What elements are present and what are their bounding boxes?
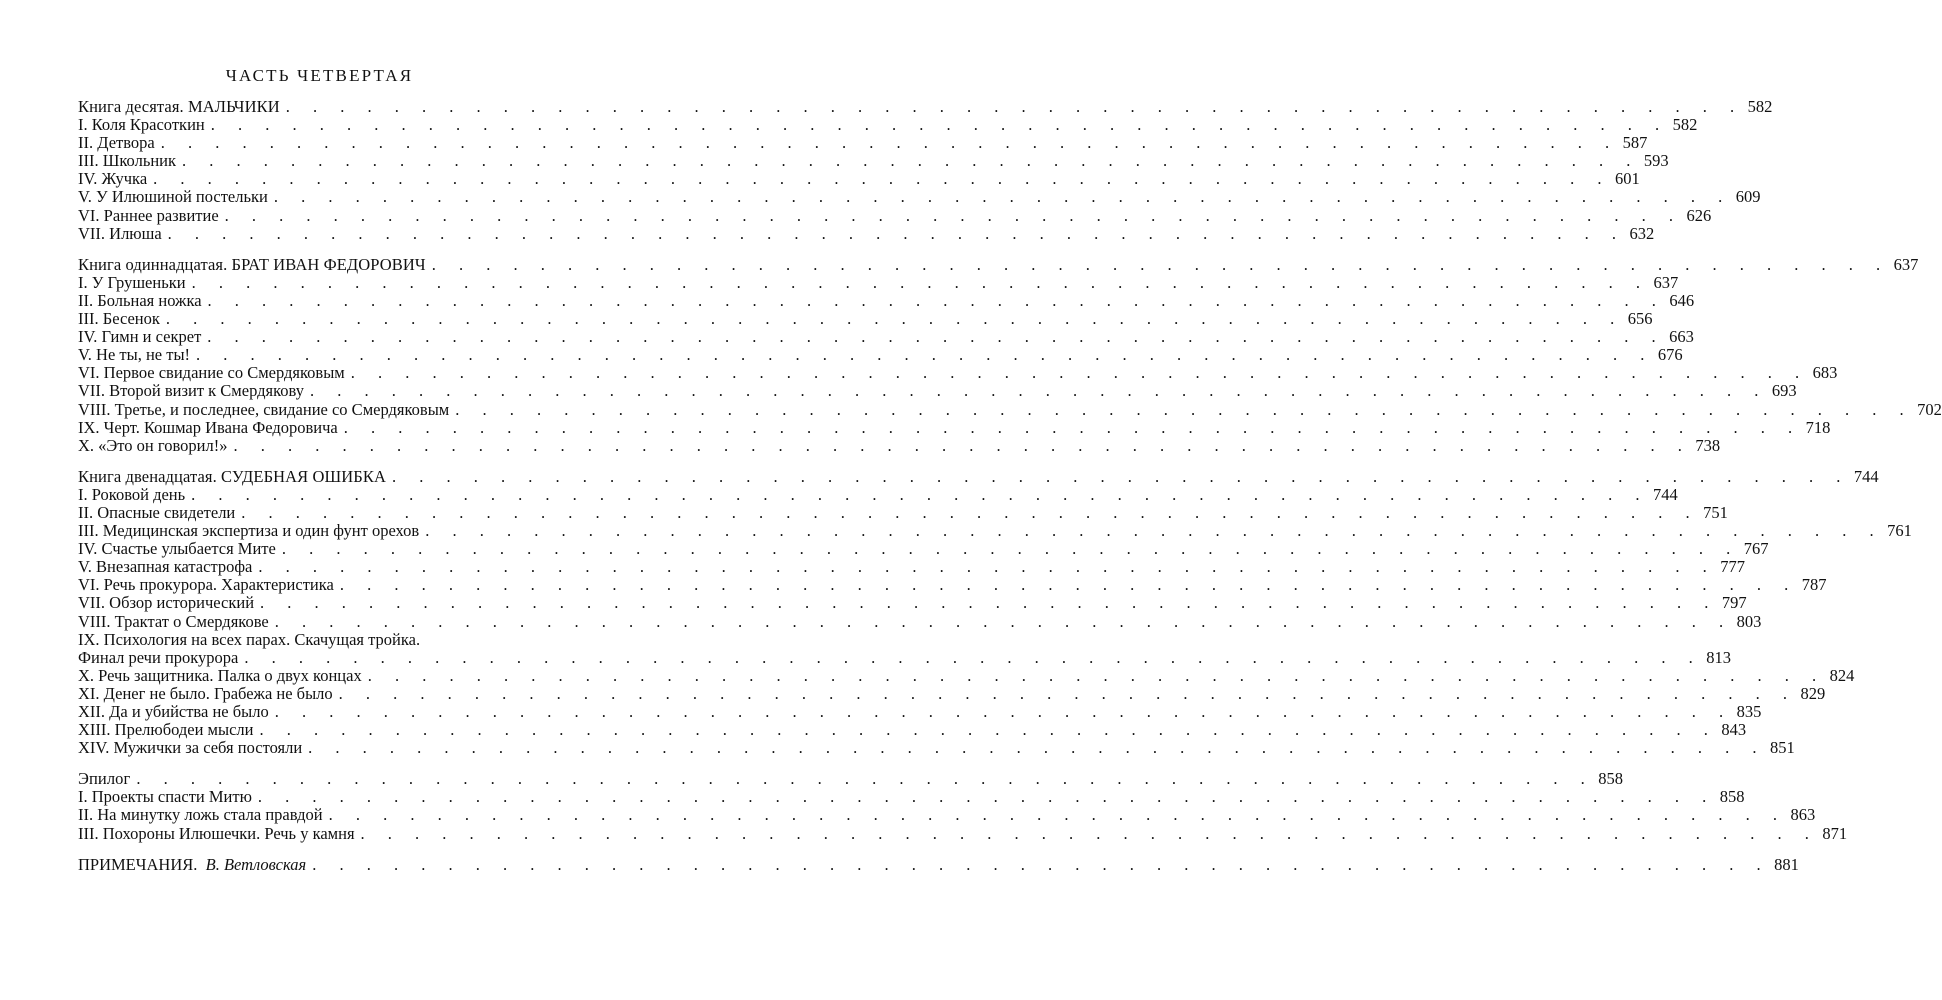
leader-dots (252, 558, 1716, 576)
leader-dots (304, 382, 1768, 400)
toc-entry-page: 858 (1719, 787, 1745, 807)
toc-entry-page: 751 (1703, 502, 1728, 522)
leader-dots (426, 256, 1890, 274)
toc-entry-title: XI. Денег не было. Грабежа не было (78, 683, 333, 703)
toc-entry-title: XIV. Мужички за себя постояли (78, 738, 303, 758)
toc-entry-page: 744 (1853, 466, 1879, 486)
leader-dots (306, 856, 1770, 874)
toc-entry-title: II. На минутку ложь стала правдой (78, 805, 323, 825)
toc-entry-title: II. Опасные свидетели (78, 502, 236, 522)
toc-entry-title: III. Медицинская экспертиза и один фунт орехов (78, 521, 420, 541)
leader-dots (147, 170, 1611, 188)
toc-entry-title: V. Внезапная катастрофа (78, 557, 253, 577)
toc-entry[interactable] (78, 823, 1848, 843)
toc-entry-page: 593 (1643, 151, 1669, 171)
toc-entry[interactable] (78, 290, 1695, 310)
toc-entry-page: 676 (1657, 345, 1683, 365)
toc-entry[interactable] (78, 133, 1648, 153)
toc-book-heading[interactable] (78, 769, 1624, 789)
toc-entry-page: 637 (1653, 272, 1679, 292)
toc-entry[interactable] (78, 738, 1795, 758)
toc-entry-page: 601 (1615, 169, 1640, 189)
toc-entry[interactable] (78, 272, 1679, 292)
toc-entry-page: 663 (1669, 327, 1694, 347)
leader-dots (253, 721, 1717, 739)
toc-entry-title (78, 856, 306, 874)
toc-entry-page: 843 (1721, 720, 1747, 740)
notes-author: В. Ветловская (205, 854, 307, 874)
toc-entry[interactable] (78, 502, 1728, 522)
toc-entry[interactable] (78, 345, 1683, 365)
toc-entry-title: VI. Раннее развитие (78, 205, 219, 225)
toc-entry-title: VIII. Третье, и последнее, свидание со Смердяковым (78, 399, 450, 419)
toc-book-heading[interactable] (78, 97, 1773, 116)
toc-entry-page: 858 (1598, 769, 1624, 789)
toc-entry-title: VII. Обзор исторический (78, 593, 255, 613)
toc-entry-title: Эпилог (78, 769, 131, 789)
toc-entry-title: VI. Речь прокурора. Характеристика (78, 575, 334, 595)
toc-entry-title: V. Не ты, не ты! (78, 345, 191, 365)
part-title: ЧАСТЬ ЧЕТВЕРТАЯ (225, 66, 414, 85)
leader-dots (355, 825, 1819, 843)
toc-entry-title: Книга одиннадцатая. БРАТ ИВАН ФЕДОРОВИЧ (78, 254, 426, 274)
toc-entry[interactable] (78, 435, 1721, 455)
toc-entry-title: III. Похороны Илюшечки. Речь у камня (78, 823, 355, 843)
toc-entry-page: 761 (1887, 521, 1912, 541)
toc-entry-title: I. У Грушеньки (78, 272, 186, 292)
leader-dots (238, 649, 1702, 667)
toc-entry[interactable] (78, 665, 1855, 685)
leader-dots (130, 770, 1594, 788)
toc-entry-page: 637 (1893, 254, 1919, 274)
toc-entry[interactable] (78, 539, 1769, 559)
toc-entry-page: 582 (1672, 115, 1698, 135)
notes-entry-group (78, 854, 1799, 874)
toc-entry-page: 702 (1917, 399, 1942, 419)
toc-entry-page: 626 (1686, 205, 1712, 225)
toc-entry-title: I. Коля Красоткин (78, 115, 205, 135)
leader-dots (334, 576, 1798, 594)
toc-entry[interactable] (78, 702, 1762, 721)
leader-dots (333, 685, 1797, 703)
toc-entry-page: 803 (1736, 611, 1762, 631)
leader-dots (269, 613, 1733, 631)
toc-entry-page: 683 (1812, 363, 1838, 383)
toc-entry-notes[interactable] (78, 854, 1799, 874)
toc-entry[interactable] (78, 593, 1747, 613)
toc-entry-page: 824 (1829, 665, 1855, 685)
toc-entry-title: II. Больная ножка (78, 290, 202, 310)
toc-entry-title: Книга десятая. МАЛЬЧИКИ (78, 97, 280, 116)
leader-dots (449, 401, 1913, 419)
toc-entry-page: 813 (1706, 647, 1732, 667)
toc-group (78, 254, 1942, 455)
toc-entry-title: I. Проекты спасти Митю (78, 787, 252, 807)
leader-dots (276, 540, 1740, 558)
toc-entry-title: IX. Черт. Кошмар Ивана Федоровича (78, 417, 338, 437)
leader-dots (162, 225, 1626, 243)
leader-dots (205, 116, 1669, 134)
leader-dots (269, 703, 1733, 721)
toc-entry[interactable] (78, 631, 568, 649)
leader-dots (201, 328, 1665, 346)
toc-entry-page: 797 (1721, 593, 1747, 613)
toc-entry-page: 632 (1629, 223, 1655, 243)
leader-dots (219, 207, 1683, 225)
toc-entry-page: 609 (1735, 187, 1761, 207)
toc-entry[interactable] (78, 575, 1827, 595)
toc-entry[interactable] (78, 205, 1712, 225)
toc-entry[interactable] (78, 187, 1761, 207)
leader-dots (345, 364, 1809, 382)
notes-title: ПРИМЕЧАНИЯ. (78, 854, 198, 874)
toc-entry-page: 767 (1743, 539, 1769, 559)
leader-dots (227, 437, 1691, 455)
toc-entry[interactable] (78, 381, 1797, 401)
table-of-contents (78, 97, 1942, 887)
toc-book-heading[interactable] (78, 466, 1879, 486)
leader-dots (185, 486, 1649, 504)
leader-dots (338, 419, 1802, 437)
leader-dots (268, 188, 1732, 206)
leader-dots (302, 739, 1766, 757)
toc-entry-title: Финал речи прокурора (78, 647, 239, 667)
leader-dots (202, 292, 1666, 310)
toc-entry[interactable] (78, 115, 1698, 135)
toc-entry-page: 777 (1720, 557, 1745, 577)
toc-entry-title: VIII. Трактат о Смердякове (78, 611, 269, 631)
toc-entry-title: III. Школьник (78, 151, 177, 171)
toc-entry-page: 718 (1805, 417, 1831, 437)
toc-entry-page: 646 (1669, 290, 1695, 310)
toc-entry-page: 851 (1770, 738, 1795, 758)
toc-entry-page: 582 (1747, 97, 1773, 116)
leader-dots (186, 274, 1650, 292)
toc-entry[interactable] (78, 399, 1942, 419)
toc-entry-page: 835 (1736, 702, 1762, 721)
toc-entry-title: VI. Первое свидание со Смердяковым (78, 363, 345, 383)
toc-entry[interactable] (78, 521, 1912, 541)
toc-entry-page: 863 (1790, 805, 1816, 825)
toc-entry[interactable] (78, 223, 1655, 243)
toc-group (78, 97, 1773, 243)
toc-entry-title: Книга двенадцатая. СУДЕБНАЯ ОШИБКА (78, 466, 386, 486)
toc-entry[interactable] (78, 484, 1678, 504)
toc-entry-title: IV. Гимн и секрет (78, 327, 202, 347)
toc-entry-page: 693 (1771, 381, 1797, 401)
leader-dots (235, 504, 1699, 522)
leader-dots (254, 594, 1718, 612)
toc-entry-title: IV. Счастье улыбается Мите (78, 539, 276, 559)
toc-entry[interactable] (78, 417, 1831, 437)
toc-entry-title: IV. Жучка (78, 169, 148, 189)
toc-entry[interactable] (78, 683, 1826, 703)
leader-dots (252, 788, 1716, 806)
toc-entry[interactable] (78, 787, 1745, 807)
toc-book-heading[interactable] (78, 254, 1919, 274)
leader-dots (419, 522, 1883, 540)
toc-group (78, 466, 1912, 758)
toc-entry-page: 744 (1653, 484, 1678, 504)
toc-entry[interactable] (78, 720, 1747, 740)
toc-entry[interactable] (78, 647, 1732, 667)
leader-dots (323, 806, 1787, 824)
toc-entry-title: IX. Психология на всех парах. Скачущая тройка. (78, 629, 421, 649)
toc-entry-page: 738 (1695, 435, 1721, 455)
toc-entry-title: XIII. Прелюбодеи мысли (78, 720, 254, 740)
toc-entry-title: VII. Второй визит к Смердякову (78, 381, 304, 401)
toc-entry[interactable] (78, 805, 1816, 825)
toc-entry-title: XII. Да и убийства не было (78, 702, 269, 721)
toc-entry-title: I. Роковой день (78, 484, 186, 504)
leader-dots (362, 667, 1826, 685)
toc-entry-title: III. Бесенок (78, 309, 160, 329)
toc-entry-page: 587 (1622, 133, 1648, 153)
leader-dots (176, 152, 1640, 170)
leader-dots (190, 346, 1654, 364)
toc-entry-page: 656 (1627, 309, 1653, 329)
toc-entry-page: 829 (1800, 683, 1826, 703)
toc-entry-page: 881 (1774, 854, 1799, 874)
toc-group (78, 769, 1848, 843)
toc-entry-title: II. Детвора (78, 133, 155, 153)
toc-entry-page: 871 (1822, 823, 1848, 843)
toc-entry-page: 787 (1801, 575, 1827, 595)
leader-dots (155, 134, 1619, 152)
leader-dots (280, 98, 1744, 116)
toc-entry-title: V. У Илюшиной постельки (78, 187, 268, 207)
leader-dots (160, 310, 1624, 328)
toc-entry-title: X. Речь защитника. Палка о двух концах (78, 665, 362, 685)
toc-entry-title: VII. Илюша (78, 223, 162, 243)
toc-entry[interactable] (78, 363, 1838, 383)
leader-dots (386, 468, 1850, 486)
toc-entry[interactable] (78, 151, 1669, 171)
toc-entry[interactable] (78, 557, 1745, 577)
toc-entry-title: X. «Это он говорил!» (78, 435, 228, 455)
toc-entry[interactable] (78, 611, 1762, 631)
toc-entry[interactable] (78, 327, 1694, 347)
toc-entry[interactable] (78, 309, 1653, 329)
toc-entry[interactable] (78, 169, 1640, 189)
